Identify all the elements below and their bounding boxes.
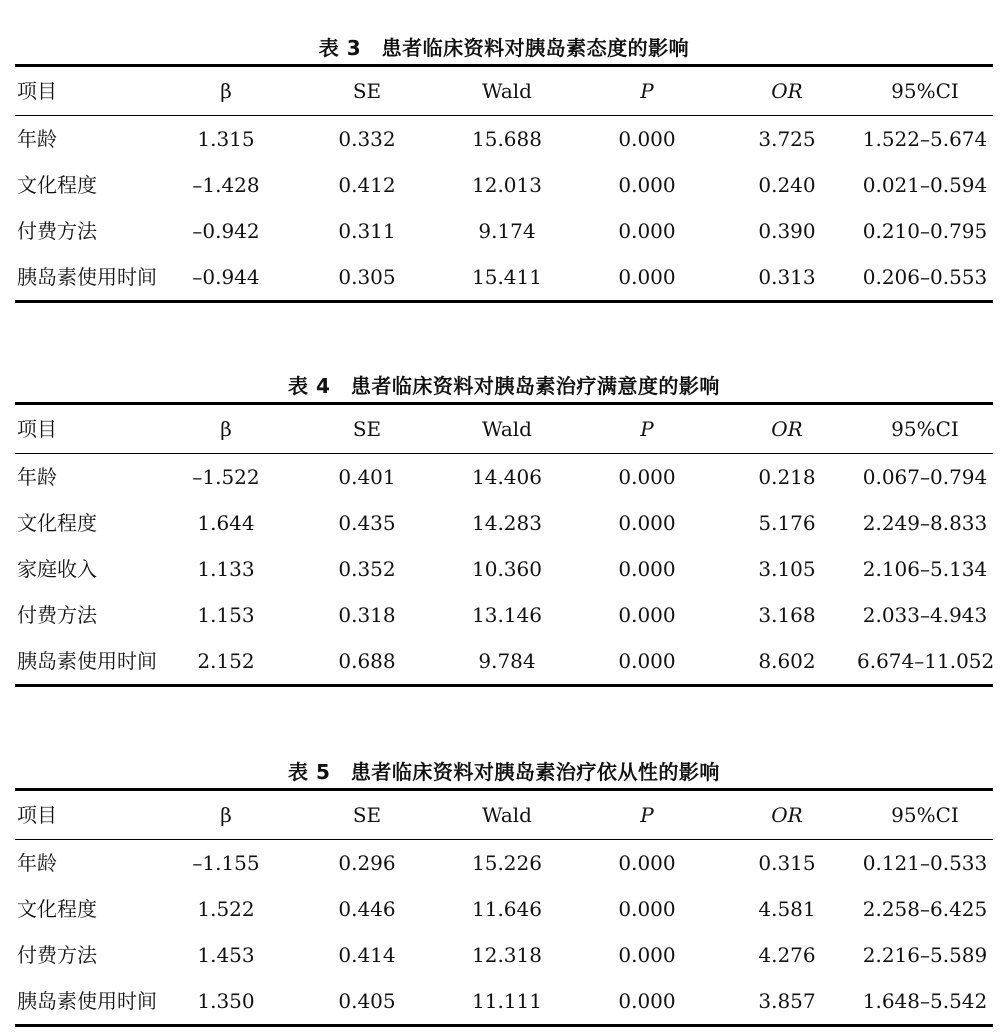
header-item: 项目 [17, 79, 57, 103]
header-or: OR [771, 803, 803, 827]
cell-wald: 13.146 [472, 603, 542, 627]
cell-wald: 14.283 [472, 511, 542, 535]
header-se: SE [352, 79, 382, 103]
cell-ci: 2.033–4.943 [862, 603, 988, 627]
cell-or: 0.218 [758, 465, 816, 489]
cell-or: 0.313 [758, 265, 816, 289]
cell-or: 8.602 [758, 649, 816, 673]
cell-wald: 12.318 [472, 943, 542, 967]
table-row [15, 978, 993, 1026]
cell-p: 0.000 [618, 649, 676, 673]
cell-item: 年龄 [17, 127, 57, 151]
cell-beta: –0.942 [192, 219, 260, 243]
table-title: 表 3 患者临床资料对胰岛素态度的影响 [318, 36, 690, 60]
header-or: OR [771, 79, 803, 103]
cell-item: 家庭收入 [17, 557, 97, 581]
cell-beta: 1.350 [197, 989, 255, 1013]
cell-wald: 11.111 [472, 989, 542, 1013]
table-row [15, 546, 993, 592]
table-row [15, 638, 993, 686]
cell-item: 年龄 [17, 465, 57, 489]
table-header-row [15, 790, 993, 840]
cell-se: 0.305 [338, 265, 396, 289]
header-item: 项目 [17, 803, 57, 827]
cell-se: 0.311 [338, 219, 396, 243]
cell-wald: 9.784 [478, 649, 536, 673]
table-row [15, 116, 993, 163]
cell-or: 3.105 [758, 557, 816, 581]
cell-or: 3.857 [758, 989, 816, 1013]
table-row [15, 454, 993, 501]
cell-wald: 15.688 [472, 127, 542, 151]
cell-item: 付费方法 [17, 603, 97, 627]
cell-or: 0.240 [758, 173, 816, 197]
cell-p: 0.000 [618, 265, 676, 289]
cell-p: 0.000 [618, 897, 676, 921]
cell-p: 0.000 [618, 173, 676, 197]
cell-p: 0.000 [618, 465, 676, 489]
cell-ci: 2.216–5.589 [862, 943, 988, 967]
cell-beta: 1.644 [197, 511, 255, 535]
header-ci: 95%CI [891, 803, 959, 827]
cell-ci: 2.249–8.833 [862, 511, 988, 535]
header-se: SE [352, 417, 382, 441]
cell-p: 0.000 [618, 989, 676, 1013]
cell-beta: 1.153 [197, 603, 255, 627]
cell-or: 5.176 [758, 511, 816, 535]
cell-se: 0.412 [338, 173, 396, 197]
table-row [15, 592, 993, 638]
table-5 [15, 788, 993, 1027]
cell-se: 0.446 [338, 897, 396, 921]
cell-ci: 0.021–0.594 [862, 173, 988, 197]
cell-item: 胰岛素使用时间 [17, 649, 157, 673]
table-title: 表 5 患者临床资料对胰岛素治疗依从性的影响 [288, 760, 720, 784]
table-3-block [15, 32, 993, 303]
cell-or: 0.390 [758, 219, 816, 243]
cell-ci: 0.210–0.795 [862, 219, 988, 243]
header-item: 项目 [17, 417, 57, 441]
header-p: P [640, 417, 654, 441]
header-p: P [640, 79, 654, 103]
header-ci: 95%CI [891, 79, 959, 103]
cell-item: 付费方法 [17, 943, 97, 967]
table-5-block [15, 756, 993, 1027]
table-row [15, 886, 993, 932]
cell-or: 4.276 [758, 943, 816, 967]
table-row [15, 500, 993, 546]
cell-se: 0.352 [338, 557, 396, 581]
cell-item: 年龄 [17, 851, 57, 875]
cell-item: 胰岛素使用时间 [17, 265, 157, 289]
cell-ci: 0.121–0.533 [862, 851, 988, 875]
cell-item: 文化程度 [17, 897, 97, 921]
table-title: 表 4 患者临床资料对胰岛素治疗满意度的影响 [288, 374, 720, 398]
header-se: SE [352, 803, 382, 827]
cell-ci: 2.258–6.425 [862, 897, 988, 921]
table-row [15, 254, 993, 302]
cell-item: 文化程度 [17, 173, 97, 197]
table-header-row [15, 404, 993, 454]
cell-p: 0.000 [618, 603, 676, 627]
cell-or: 3.168 [758, 603, 816, 627]
cell-wald: 12.013 [472, 173, 542, 197]
cell-wald: 15.411 [472, 265, 542, 289]
cell-beta: –0.944 [192, 265, 260, 289]
cell-beta: –1.155 [192, 851, 260, 875]
cell-item: 胰岛素使用时间 [17, 989, 157, 1013]
cell-p: 0.000 [618, 511, 676, 535]
cell-se: 0.401 [338, 465, 396, 489]
cell-p: 0.000 [618, 127, 676, 151]
cell-ci: 6.674–11.052 [857, 649, 995, 673]
cell-beta: 2.152 [197, 649, 255, 673]
cell-or: 4.581 [758, 897, 816, 921]
cell-item: 付费方法 [17, 219, 97, 243]
table-4 [15, 402, 993, 687]
header-p: P [640, 803, 654, 827]
cell-or: 3.725 [758, 127, 816, 151]
table-header-row [15, 66, 993, 116]
cell-beta: –1.428 [192, 173, 260, 197]
cell-se: 0.332 [338, 127, 396, 151]
table-row [15, 840, 993, 887]
cell-or: 0.315 [758, 851, 816, 875]
cell-p: 0.000 [618, 219, 676, 243]
cell-se: 0.318 [338, 603, 396, 627]
header-beta: β [220, 79, 232, 103]
cell-wald: 15.226 [472, 851, 542, 875]
header-beta: β [220, 803, 232, 827]
cell-se: 0.414 [338, 943, 396, 967]
cell-ci: 0.067–0.794 [862, 465, 988, 489]
cell-se: 0.296 [338, 851, 396, 875]
header-beta: β [220, 417, 232, 441]
header-wald: Wald [482, 417, 532, 441]
cell-se: 0.405 [338, 989, 396, 1013]
cell-ci: 0.206–0.553 [862, 265, 988, 289]
cell-p: 0.000 [618, 557, 676, 581]
cell-se: 0.688 [338, 649, 396, 673]
table-row [15, 932, 993, 978]
table-3 [15, 64, 993, 303]
cell-beta: 1.522 [197, 897, 255, 921]
header-ci: 95%CI [891, 417, 959, 441]
cell-p: 0.000 [618, 943, 676, 967]
cell-ci: 1.522–5.674 [862, 127, 988, 151]
table-row [15, 162, 993, 208]
cell-beta: 1.453 [197, 943, 255, 967]
cell-se: 0.435 [338, 511, 396, 535]
table-4-block [15, 370, 993, 687]
cell-beta: 1.133 [197, 557, 255, 581]
cell-p: 0.000 [618, 851, 676, 875]
cell-wald: 14.406 [472, 465, 542, 489]
cell-ci: 1.648–5.542 [862, 989, 988, 1013]
cell-item: 文化程度 [17, 511, 97, 535]
header-wald: Wald [482, 79, 532, 103]
header-wald: Wald [482, 803, 532, 827]
header-or: OR [771, 417, 803, 441]
cell-beta: –1.522 [192, 465, 260, 489]
cell-ci: 2.106–5.134 [862, 557, 988, 581]
cell-beta: 1.315 [197, 127, 255, 151]
cell-wald: 10.360 [472, 557, 542, 581]
table-row [15, 208, 993, 254]
cell-wald: 9.174 [478, 219, 536, 243]
cell-wald: 11.646 [472, 897, 542, 921]
